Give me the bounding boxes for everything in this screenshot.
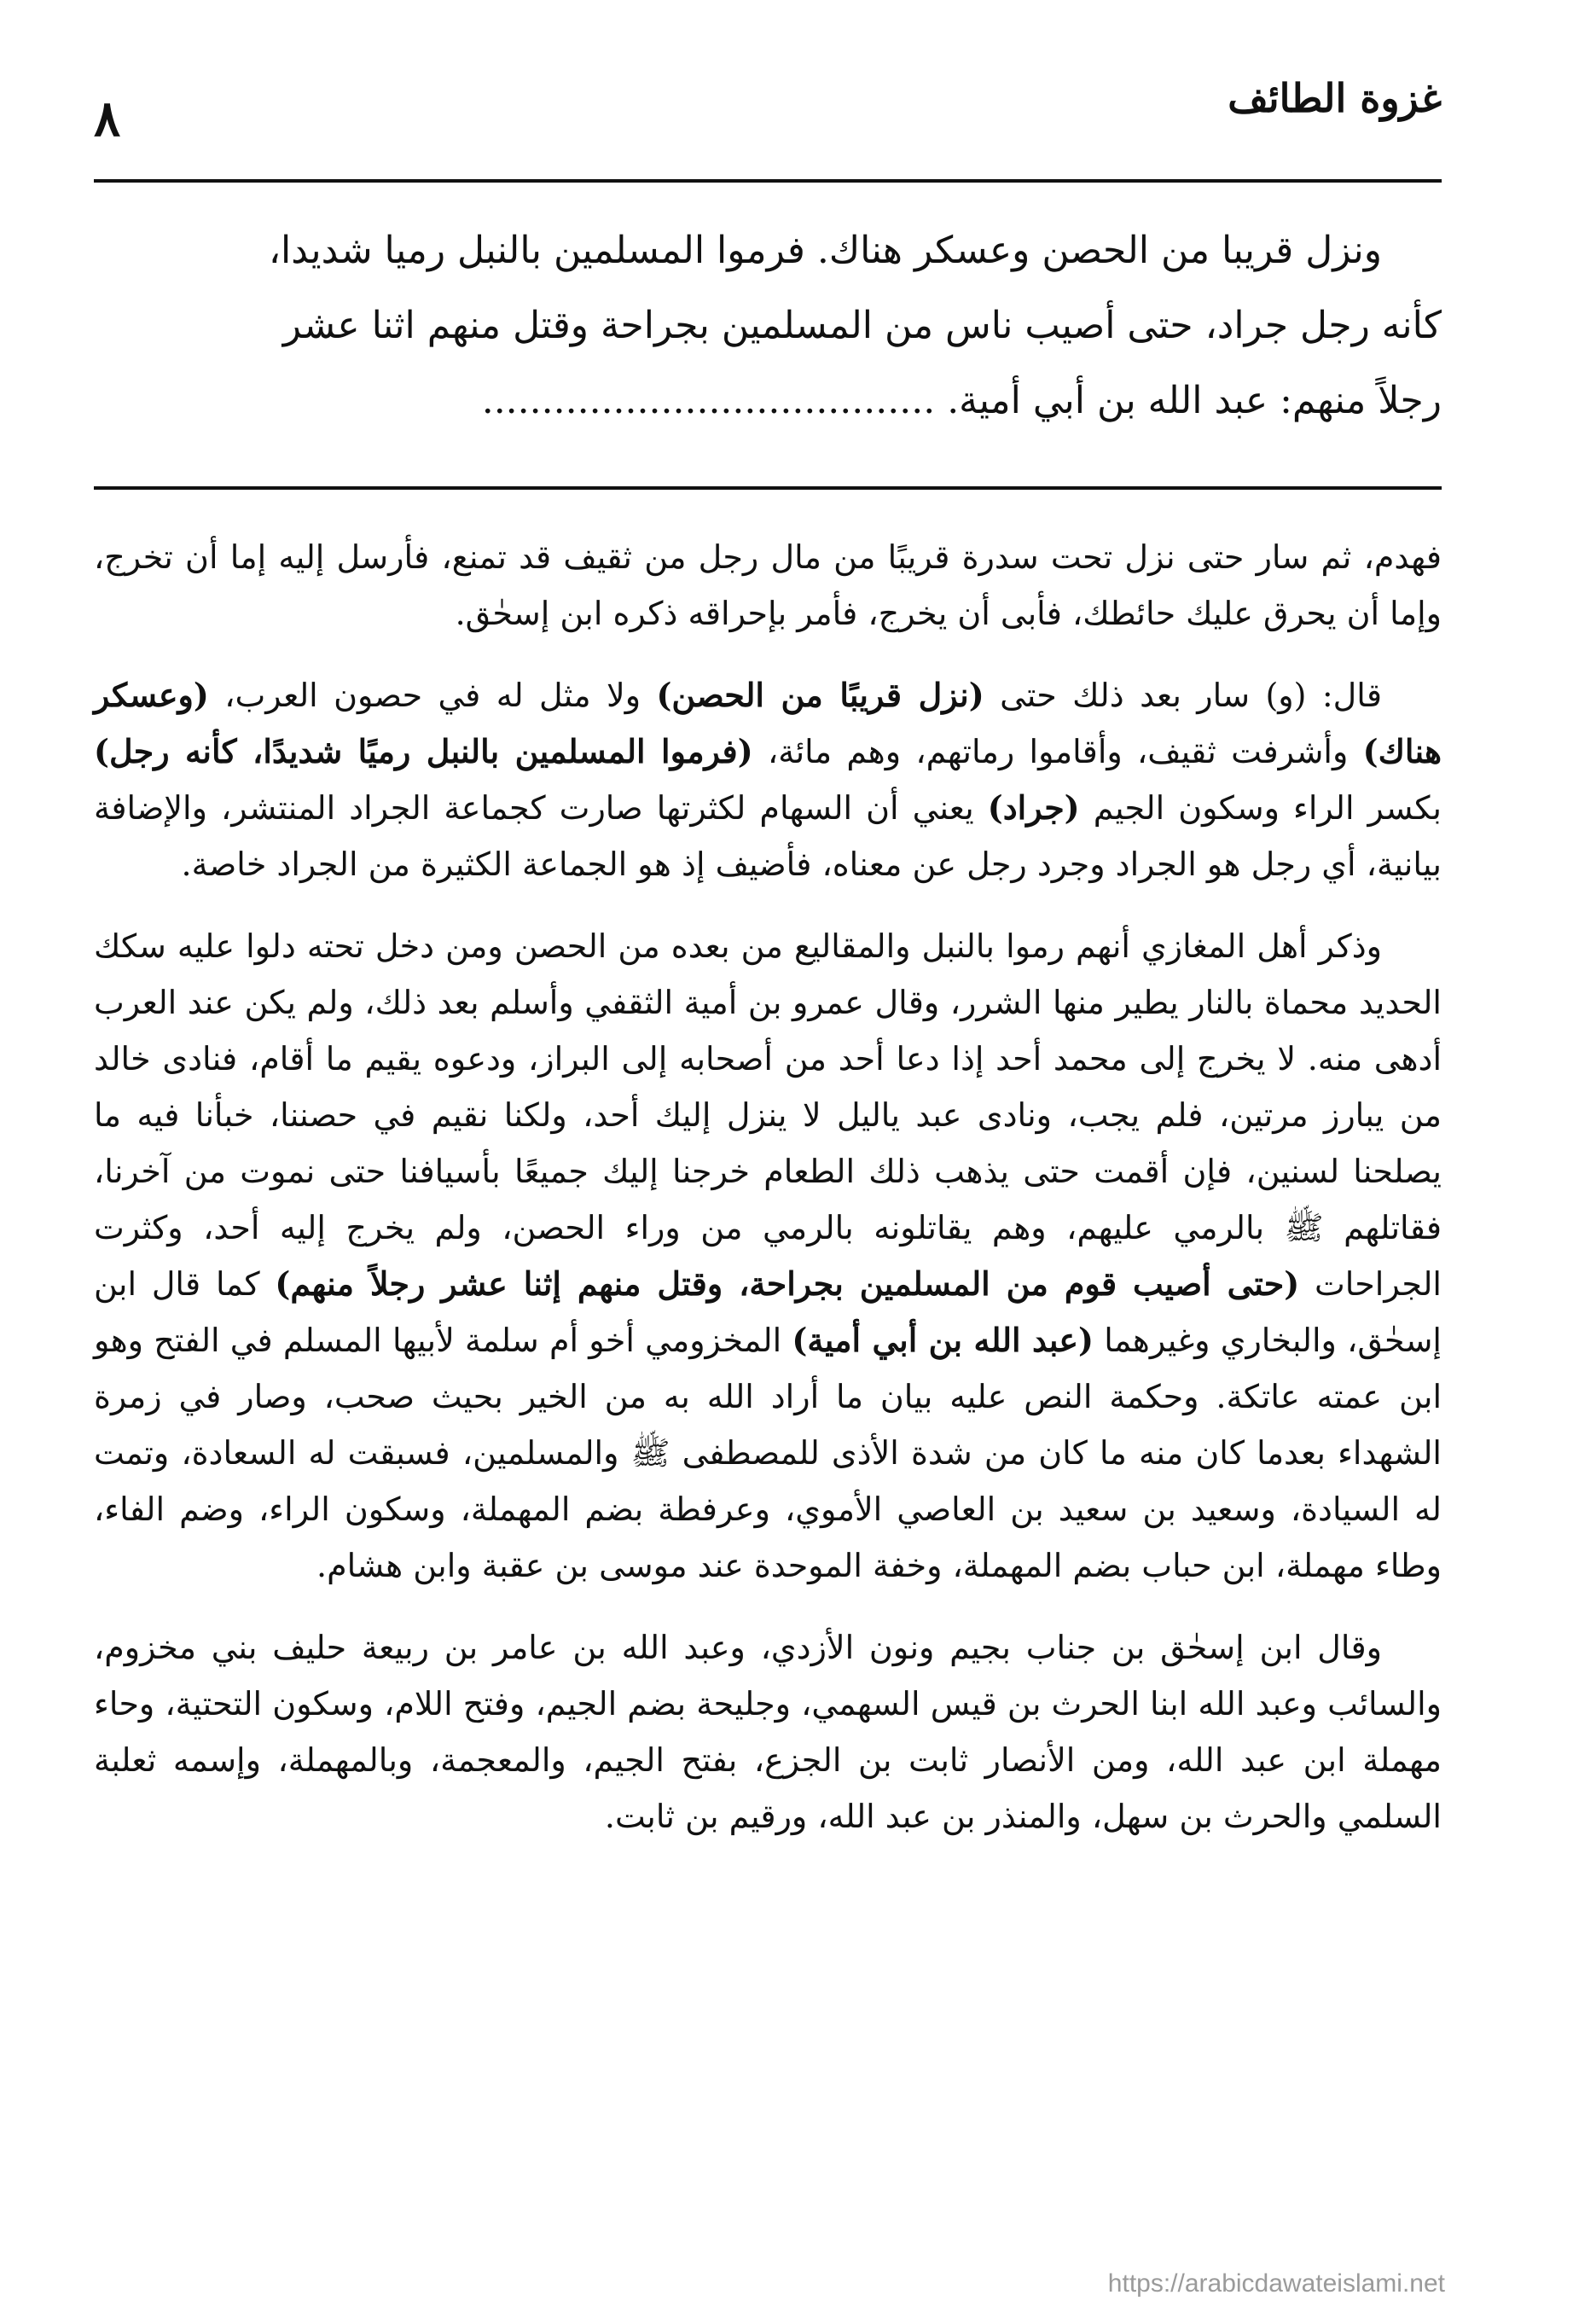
hadith-dots: ...................................... (481, 379, 936, 422)
commentary-paragraph-2 (94, 667, 1442, 892)
hadith-line-3-text: رجلاً منهم: عبد الله بن أبي أمية. (947, 379, 1442, 422)
hadith-line-3 (94, 363, 1442, 439)
p3-run-3: (عبد الله بن أبي أمية) (792, 1321, 1094, 1359)
p2-run-5: (فرموا المسلمين بالنبل رميًا شديدًا، كأنه رجل) (94, 732, 753, 770)
running-title: غزوة الطائف (1228, 75, 1442, 121)
commentary-paragraph-3 (94, 918, 1442, 1594)
hadith-text (94, 213, 1442, 439)
p2-run-6: بكسر الراء وسكون الجيم (1079, 789, 1442, 827)
section-rule (94, 486, 1442, 490)
p2-run-8: يعني أن السهام لكثرتها صارت كجماعة الجراد المنتشر، والإضافة بيانية، أي رجل هو الجراد وجرد رجل عن معناه، فأضيف إذ هو الجماعة الكثيرة من الجراد خاصة. (94, 789, 1442, 883)
commentary-paragraph-4: وقال ابن إسحٰق بن جناب بجيم ونون الأزدي، وعبد الله بن عامر بن ربيعة حليف بني مخزوم، والسائب وعبد الله ابنا الحرث بن قيس السهمي، وجليحة بضم الجيم، وفتح اللام، وسكون التحتية، وحاء مهملة ابن عبد الله، ومن الأنصار ثابت بن الجزع، بفتح الجيم، والمعجمة، وبالمهملة، وإسمه ثعلبة السلمي والحرث بن سهل، والمنذر بن عبد الله، ورقيم بن ثابت. (94, 1629, 1442, 1835)
hadith-line-2: كأنه رجل جراد، حتى أصيب ناس من المسلمين بجراحة وقتل منهم اثنا عشر (282, 304, 1442, 347)
commentary-text (94, 529, 1442, 1870)
commentary-paragraph-1: فهدم، ثم سار حتى نزل تحت سدرة قريبًا من مال رجل من ثقيف قد تمنع، فأرسل إليه إما أن تخرج، وإما أن يحرق عليك حائطك، فأبى أن يخرج، فأمر بإحراقه ذكره ابن إسحٰق. (94, 538, 1442, 632)
hadith-line-1: ونزل قريبا من الحصن وعسكر هناك. فرموا المسلمين بالنبل رميا شديدا، (268, 229, 1382, 272)
p2-run-1: (نزل قريبًا من الحصن) (656, 676, 984, 714)
p2-run-0: قال: (و) سار بعد ذلك حتى (984, 677, 1382, 714)
p3-run-1: (حتى أصيب قوم من المسلمين بجراحة، وقتل منهم إثنا عشر رجلاً منهم) (275, 1264, 1300, 1303)
page-header (94, 68, 1442, 154)
page-number: ٨ (94, 90, 121, 148)
p2-run-3: (وعسكر هناك) (94, 676, 1442, 770)
p2-run-4: وأشرفت ثقيف، وأقاموا رماتهم، وهم مائة، (752, 733, 1363, 770)
p2-run-7: (جراد) (987, 788, 1080, 827)
p3-run-4: المخزومي أخو أم سلمة لأبيها المسلم في الفتح وهو ابن عمته عاتكة. وحكمة النص عليه بيان ما أراد الله به من الخير بحيث صحب، وصار في زمرة الشهداء بعدما كان منه ما كان من شدة الأذى للمصطفى ﷺ والمسلمين، فسبقت له السعادة، وتمت له السيادة، وسعيد بن سعيد بن العاصي الأموي، وعرفطة بضم المهملة، وسكون الراء، وضم الفاء، وطاء مهملة، ابن حباب بضم المهملة، وخفة الموحدة عند موسى بن عقبة وابن هشام. (94, 1322, 1442, 1584)
header-rule (94, 179, 1442, 183)
p3-run-0: وذكر أهل المغازي أنهم رموا بالنبل والمقاليع من بعده من الحصن ومن دخل تحته دلوا عليه سكك الحديد محماة بالنار يطير منها الشرر، وقال عمرو بن أمية الثقفي وأسلم بعد ذلك، ولم يكن عند العرب أدهى منه. لا يخرج إلى محمد أحد إذا دعا أحد من أصحابه إلى البراز، ودعوه يقيم ما أقام، فنادى خالد من يبارز مرتين، فلم يجب، ونادى عبد ياليل لا ينزل إليك أحد، ولكنا نقيم في حصننا، خبأنا فيه ما يصلحنا لسنين، فإن أقمت حتى يذهب ذلك الطعام خرجنا إليك جميعًا بأسيافنا حتى نموت من آخرنا، فقاتلهم ﷺ بالرمي عليهم، وهم يقاتلونه بالرمي من وراء الحصن، ولم يخرج إليه أحد، وكثرت الجراحات (94, 927, 1442, 1303)
p2-run-2: ولا مثل له في حصون العرب، (208, 677, 657, 714)
watermark-url: https://arabicdawateislami.net (1107, 2269, 1445, 2298)
p3-run-2: كما قال ابن إسحٰق، والبخاري وغيرهما (94, 1265, 1442, 1359)
